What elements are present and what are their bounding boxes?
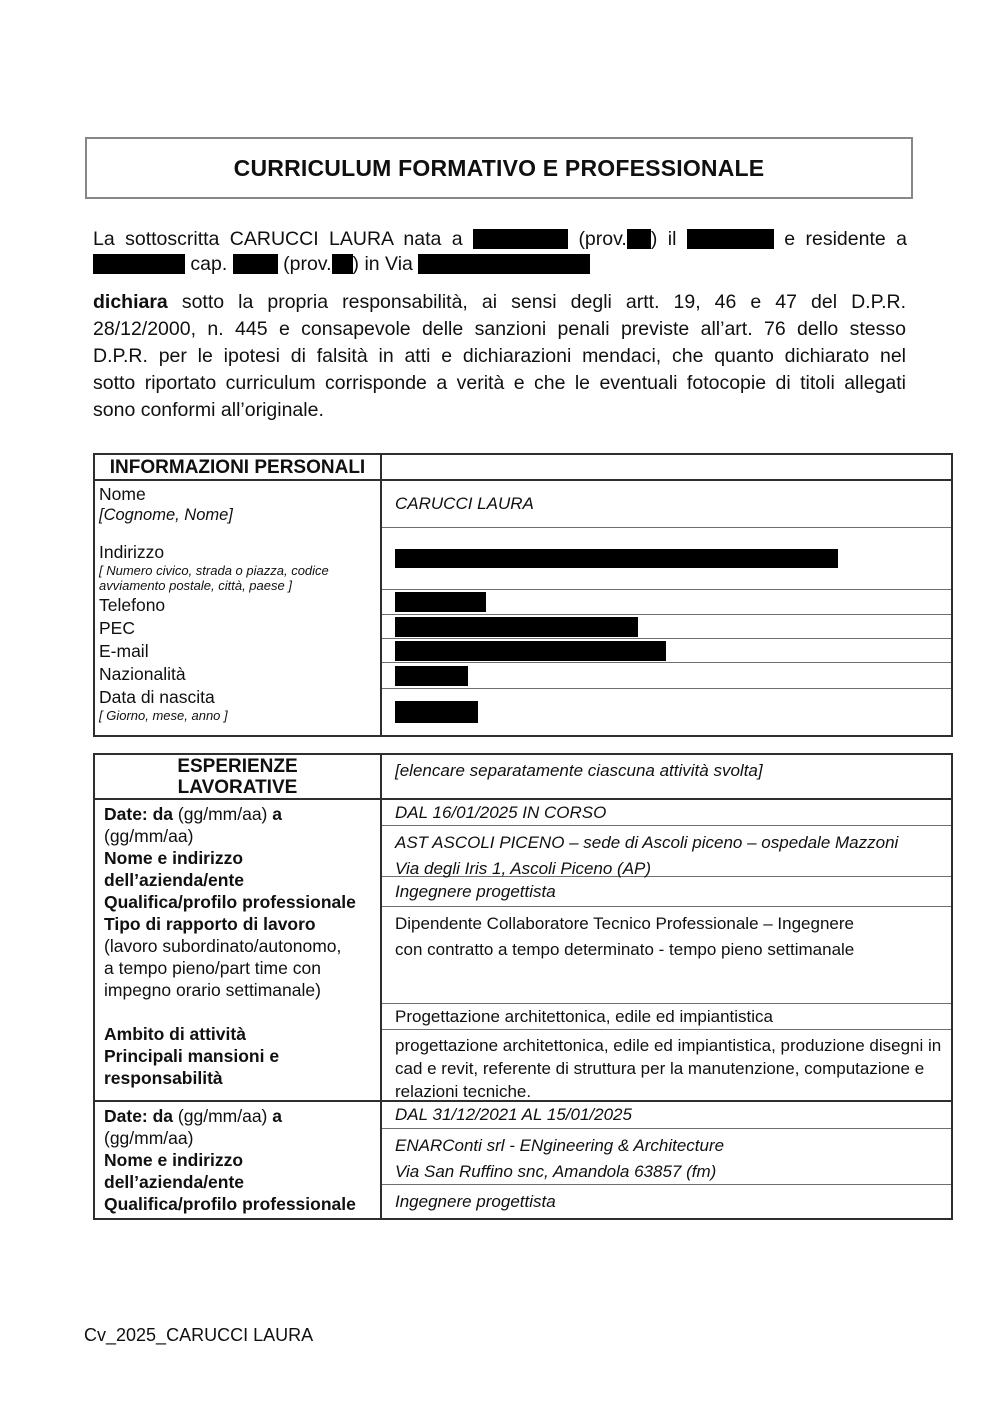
redaction-bar — [395, 666, 468, 686]
redaction-bar — [395, 592, 486, 612]
value-nome — [382, 481, 951, 528]
job1-company-line: Via degli Iris 1, Ascoli Piceno (AP) — [395, 859, 652, 878]
job1-company — [382, 826, 951, 877]
job1-company-line: AST ASCOLI PICENO – sede di Ascoli piceno – ospedale Mazzoni — [395, 833, 899, 852]
experience-header-line: ESPERIENZE — [177, 755, 298, 777]
redaction-bar — [332, 254, 353, 274]
label-date: Date: da (gg/mm/aa) a — [104, 804, 282, 824]
job1-ambito-text: Progettazione architettonica, edile ed impiantistica — [395, 1006, 773, 1026]
job2-labels — [95, 1102, 382, 1218]
intro-line-1 — [93, 227, 907, 252]
label-company: dell’azienda/ente — [104, 1172, 245, 1192]
redaction-bar — [687, 229, 774, 249]
redaction-bar — [418, 254, 590, 274]
value-pec — [382, 615, 951, 639]
intro-text-segment: ) in Via — [352, 253, 419, 275]
label-date-line2: (gg/mm/aa) — [104, 1128, 194, 1148]
redaction-bar — [395, 641, 666, 661]
label-pec: PEC — [99, 618, 135, 638]
label-data-nascita: Data di nascita — [99, 687, 215, 707]
page-footer: Cv_2025_CARUCCI LAURA — [84, 1325, 314, 1345]
intro-text-segment: (prov. — [277, 253, 332, 275]
label-nazionalita: Nazionalità — [99, 664, 186, 684]
label-date: Date: da (gg/mm/aa) a — [104, 1106, 282, 1126]
job1-mansioni: progettazione architettonica, edile ed impiantistica, produzione disegni in cad e revit, referente di struttura per la manutenzione, computazione e relazioni tecniche. — [382, 1030, 951, 1102]
label-qualifica: Qualifica/profilo professionale — [104, 892, 356, 912]
intro-text-segment: cap. — [185, 253, 233, 275]
experience-header-line: LAVORATIVE — [177, 776, 298, 798]
job1-qualifica — [382, 877, 951, 907]
intro-text-segment: La sottoscritta CARUCCI LAURA nata a — [93, 228, 474, 250]
value-email — [382, 639, 951, 663]
job2-period — [382, 1102, 951, 1129]
declaration-line: D.P.R. per le ipotesi di falsità in atti e dichiarazioni mendaci, che quanto dichiarato nel — [93, 345, 906, 367]
label-rapporto: Tipo di rapporto di lavoro — [104, 914, 316, 934]
job2-qualifica — [382, 1185, 951, 1218]
value-indirizzo — [382, 528, 951, 590]
experience-header-note: [elencare separatamente ciascuna attività svolta] — [382, 755, 951, 800]
label-data-nascita-sub: [ Giorno, mese, anno ] — [99, 708, 228, 723]
label-rapporto-sub: impegno orario settimanale) — [104, 980, 321, 1000]
label-company: Nome e indirizzo — [104, 848, 244, 868]
intro-line-2 — [93, 252, 907, 277]
job1-rapporto-line: con contratto a tempo determinato - tempo pieno settimanale — [395, 940, 855, 959]
value-nazionalita — [382, 663, 951, 689]
personal-info-header-label: INFORMAZIONI PERSONALI — [109, 456, 366, 478]
label-nome-sub: [Cognome, Nome] — [99, 506, 233, 524]
job1-period-text: DAL 16/01/2025 IN CORSO — [395, 802, 607, 822]
label-indirizzo-sub: [ Numero civico, strada o piazza, codice — [99, 563, 329, 578]
value-telefono — [382, 590, 951, 615]
intro-paragraph — [93, 227, 907, 277]
job1-rapporto — [382, 907, 951, 1004]
job2-company-line: Via San Ruffino snc, Amandola 63857 (fm) — [395, 1162, 717, 1181]
job2-period-text: DAL 31/12/2021 AL 15/01/2025 — [395, 1105, 632, 1124]
label-spacer — [104, 1001, 374, 1023]
job1-qualifica-text: Ingegnere progettista — [395, 881, 556, 901]
label-indirizzo: Indirizzo — [99, 542, 165, 562]
job1-rapporto-line: Dipendente Collaboratore Tecnico Professionale – Ingegnere — [395, 914, 854, 933]
label-company: dell’azienda/ente — [104, 870, 245, 890]
nome-value-text: CARUCCI LAURA — [395, 494, 534, 513]
personal-info-header-right — [382, 455, 951, 481]
declaration-lead: dichiara — [93, 291, 168, 313]
document-title-box — [85, 137, 913, 199]
redaction-bar — [395, 549, 838, 568]
redaction-bar — [627, 229, 651, 249]
intro-text-segment: (prov. — [568, 228, 627, 250]
document-title: CURRICULUM FORMATIVO E PROFESSIONALE — [233, 154, 765, 181]
label-date-line2: (gg/mm/aa) — [104, 826, 194, 846]
value-data-nascita — [382, 689, 951, 735]
redaction-bar — [233, 254, 278, 274]
declaration-line: sono conformi all’originale. — [93, 399, 324, 421]
declaration-line — [93, 289, 906, 316]
job2-qualifica-text: Ingegnere progettista — [395, 1191, 556, 1211]
label-rapporto-sub: a tempo pieno/part time con — [104, 958, 321, 978]
job1-period — [382, 800, 951, 826]
personal-info-table — [93, 453, 953, 737]
label-company: Nome e indirizzo — [104, 1150, 244, 1170]
job2-company-line: ENARConti srl - ENgineering & Architecture — [395, 1136, 725, 1155]
declaration-text: sotto la propria responsabilità, ai sensi degli artt. 19, 46 e 47 del D.P.R. — [167, 291, 906, 313]
label-mansioni: responsabilità — [104, 1068, 223, 1088]
personal-info-labels — [95, 481, 382, 735]
work-experience-table — [93, 753, 953, 1220]
label-nome: Nome — [99, 484, 146, 504]
declaration-paragraph — [93, 289, 906, 424]
label-mansioni: Principali mansioni e — [104, 1046, 280, 1066]
intro-text-segment: ) il — [650, 228, 687, 250]
redaction-bar — [93, 254, 185, 274]
declaration-line: sotto riportato curriculum corrisponde a verità e che le eventuali fotocopie di titoli allegati — [93, 372, 906, 394]
label-email: E-mail — [99, 641, 149, 661]
intro-text-segment: e residente a — [773, 228, 907, 250]
job1-labels — [95, 800, 382, 1102]
label-qualifica: Qualifica/profilo professionale — [104, 1194, 356, 1214]
redaction-bar — [395, 701, 478, 723]
label-ambito: Ambito di attività — [104, 1024, 246, 1044]
label-rapporto-sub: (lavoro subordinato/autonomo, — [104, 936, 342, 956]
personal-info-header — [95, 455, 382, 481]
redaction-bar — [473, 229, 568, 249]
job1-ambito — [382, 1004, 951, 1030]
label-telefono: Telefono — [99, 595, 166, 615]
declaration-line: 28/12/2000, n. 445 e consapevole delle sanzioni penali previste all’art. 76 dello stesso — [93, 318, 906, 340]
experience-header — [95, 755, 382, 800]
redaction-bar — [395, 617, 638, 637]
label-indirizzo-sub: avviamento postale, città, paese ] — [99, 578, 292, 593]
job2-company — [382, 1129, 951, 1185]
